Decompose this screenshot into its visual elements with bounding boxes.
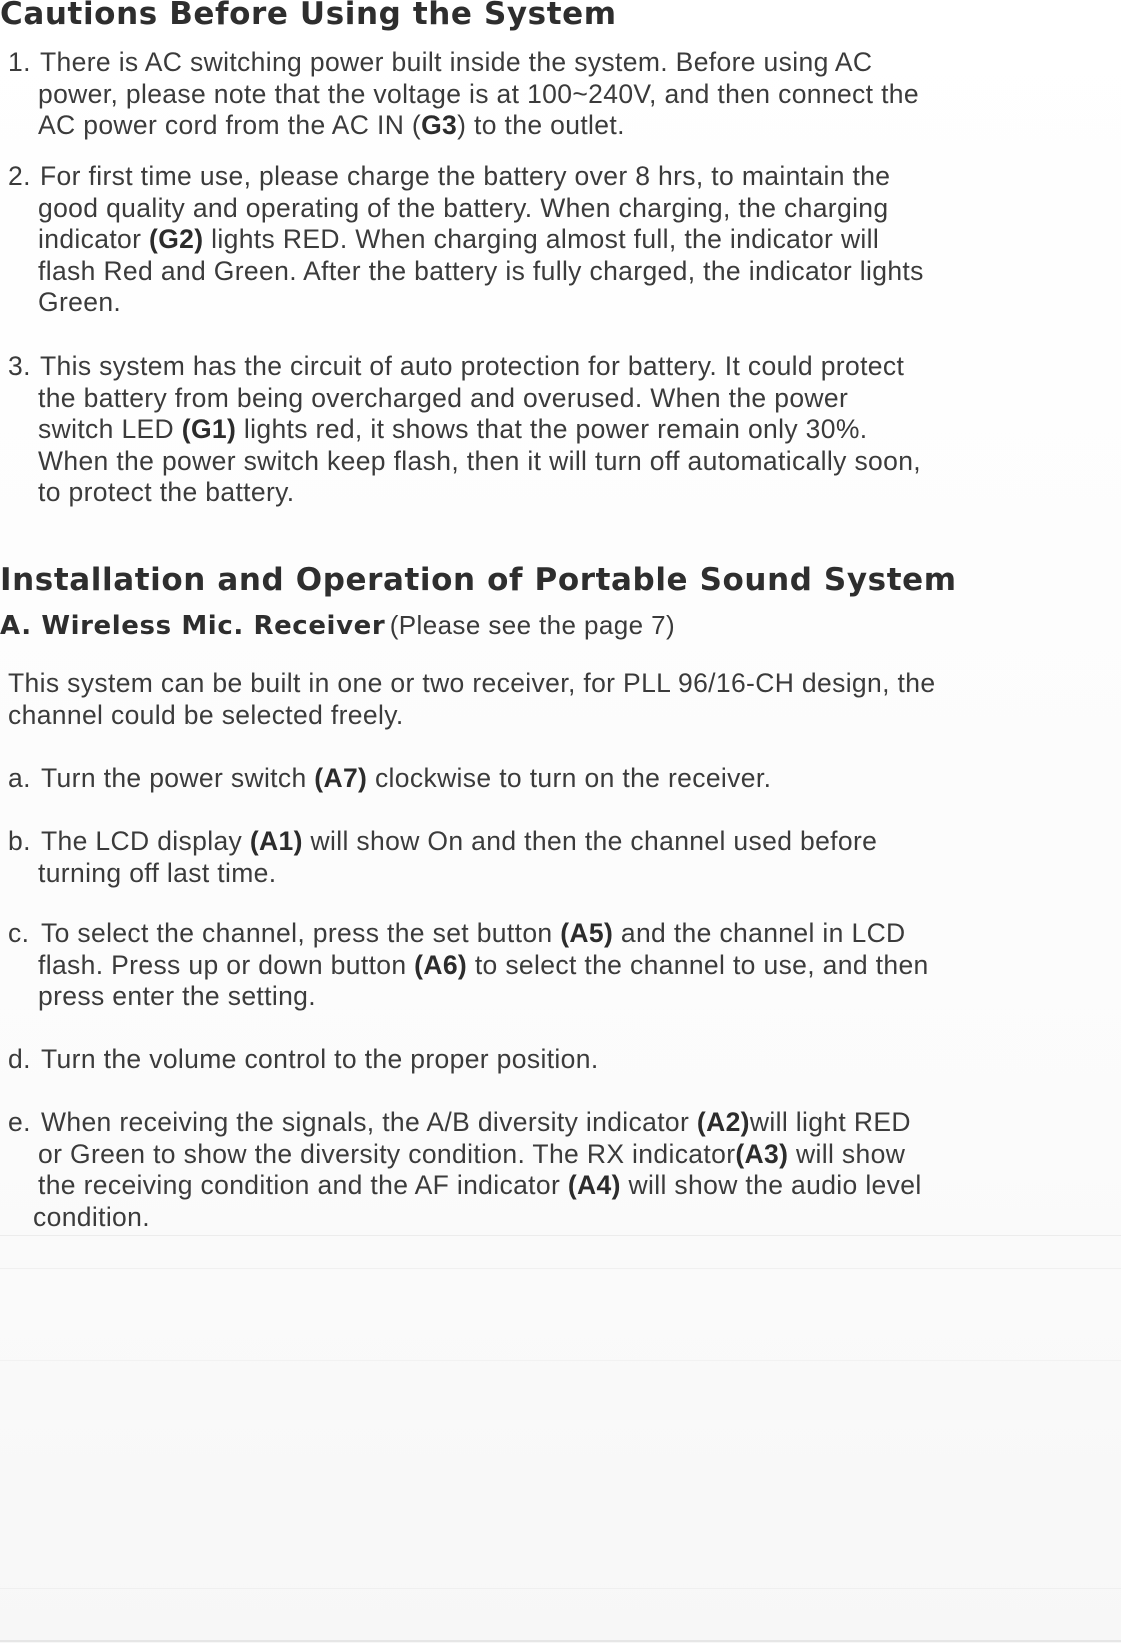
subsection-a-title: A. Wireless Mic. Receiver [0,611,386,641]
caution-item-3-line-3: switch LED (G1) lights red, it shows that the power remain only 30%. [38,414,868,444]
caution-item-2-line-5: Green. [38,287,122,317]
receiver-intro [8,668,935,731]
step-e-line-1: When receiving the signals, the A/B diversity indicator (A2)will light RED [41,1107,911,1137]
caution-item-2-marker: 2. [8,161,31,191]
caution-item-1-line-1: There is AC switching power built inside the system. Before using AC [40,47,873,77]
ref-g2: (G2) [149,224,204,254]
step-e-line-4: condition. [33,1201,150,1232]
step-d [8,1044,1108,1076]
caution-item-3 [8,351,1108,509]
step-b-line-1: The LCD display (A1) will show On and then the channel used before [41,826,878,856]
caution-item-3-line-1: This system has the circuit of auto protection for battery. It could protect [40,351,905,381]
cautions-heading: Cautions Before Using the System [0,0,617,32]
installation-heading: Installation and Operation of Portable Sound System [0,562,957,598]
step-c-line-1: To select the channel, press the set button (A5) and the channel in LCD [41,918,906,948]
ref-a3: (A3) [735,1138,789,1169]
step-e-marker: e. [8,1107,31,1137]
ref-g1: (G1) [181,414,237,444]
scan-bleed-line [0,1268,1121,1269]
scan-bleed-line [0,1588,1121,1589]
subsection-a-page-note: (Please see the page 7) [389,610,676,640]
caution-item-3-marker: 3. [8,351,31,381]
caution-item-1-marker: 1. [8,47,31,77]
caution-item-2-line-1: For first time use, please charge the battery over 8 hrs, to maintain the [40,161,891,191]
step-d-marker: d. [8,1044,31,1074]
caution-item-3-line-5: to protect the battery. [38,477,295,507]
step-e-line-3: the receiving condition and the AF indicator (A4) will show the audio level [38,1170,922,1200]
ref-a5: (A5) [560,918,614,948]
ref-a1: (A1) [249,826,303,856]
caution-item-2-line-3: indicator (G2) lights RED. When charging almost full, the indicator will [38,224,880,254]
step-c-marker: c. [8,918,30,948]
step-d-line-1: Turn the volume control to the proper position. [41,1044,599,1074]
scan-bleed-line [0,1235,1121,1236]
step-b [8,826,1108,889]
caution-item-1-line-3: AC power cord from the AC IN (G3) to the outlet. [38,110,625,140]
caution-item-2 [8,161,1108,319]
ref-a6: (A6) [414,949,468,980]
step-a-line-1: Turn the power switch (A7) clockwise to turn on the receiver. [41,763,772,793]
step-b-marker: b. [8,826,31,856]
caution-item-1 [8,47,1108,142]
receiver-intro-line-2: channel could be selected freely. [8,699,404,730]
caution-item-1-line-2: power, please note that the voltage is at 100~240V, and then connect the [38,78,919,109]
caution-item-3-line-4: When the power switch keep flash, then it will turn off automatically soon, [38,445,922,476]
ref-a7: (A7) [314,763,368,793]
ref-a4: (A4) [567,1170,621,1200]
step-a [8,763,1108,795]
step-c-line-2: flash. Press up or down button (A6) to select the channel to use, and then [38,949,929,980]
caution-item-2-line-2: good quality and operating of the battery. When charging, the charging [38,192,889,223]
caution-item-2-line-4: flash Red and Green. After the battery is fully charged, the indicator lights [38,255,924,286]
step-e [8,1107,1108,1233]
step-c [8,918,1108,1013]
scan-bleed-line [0,1360,1121,1361]
ref-a2: (A2) [696,1107,750,1137]
step-c-line-3: press enter the setting. [38,981,316,1011]
scan-bleed-line [0,1640,1121,1642]
step-e-line-2: or Green to show the diversity condition. The RX indicator(A3) will show [38,1138,906,1169]
ref-g3: G3 [421,110,458,140]
step-b-line-2: turning off last time. [38,857,277,888]
subsection-a [0,610,675,641]
caution-item-3-line-2: the battery from being overcharged and overused. When the power [38,382,849,413]
receiver-intro-line-1: This system can be built in one or two receiver, for PLL 96/16-CH design, the [8,668,936,698]
step-a-marker: a. [8,763,31,793]
